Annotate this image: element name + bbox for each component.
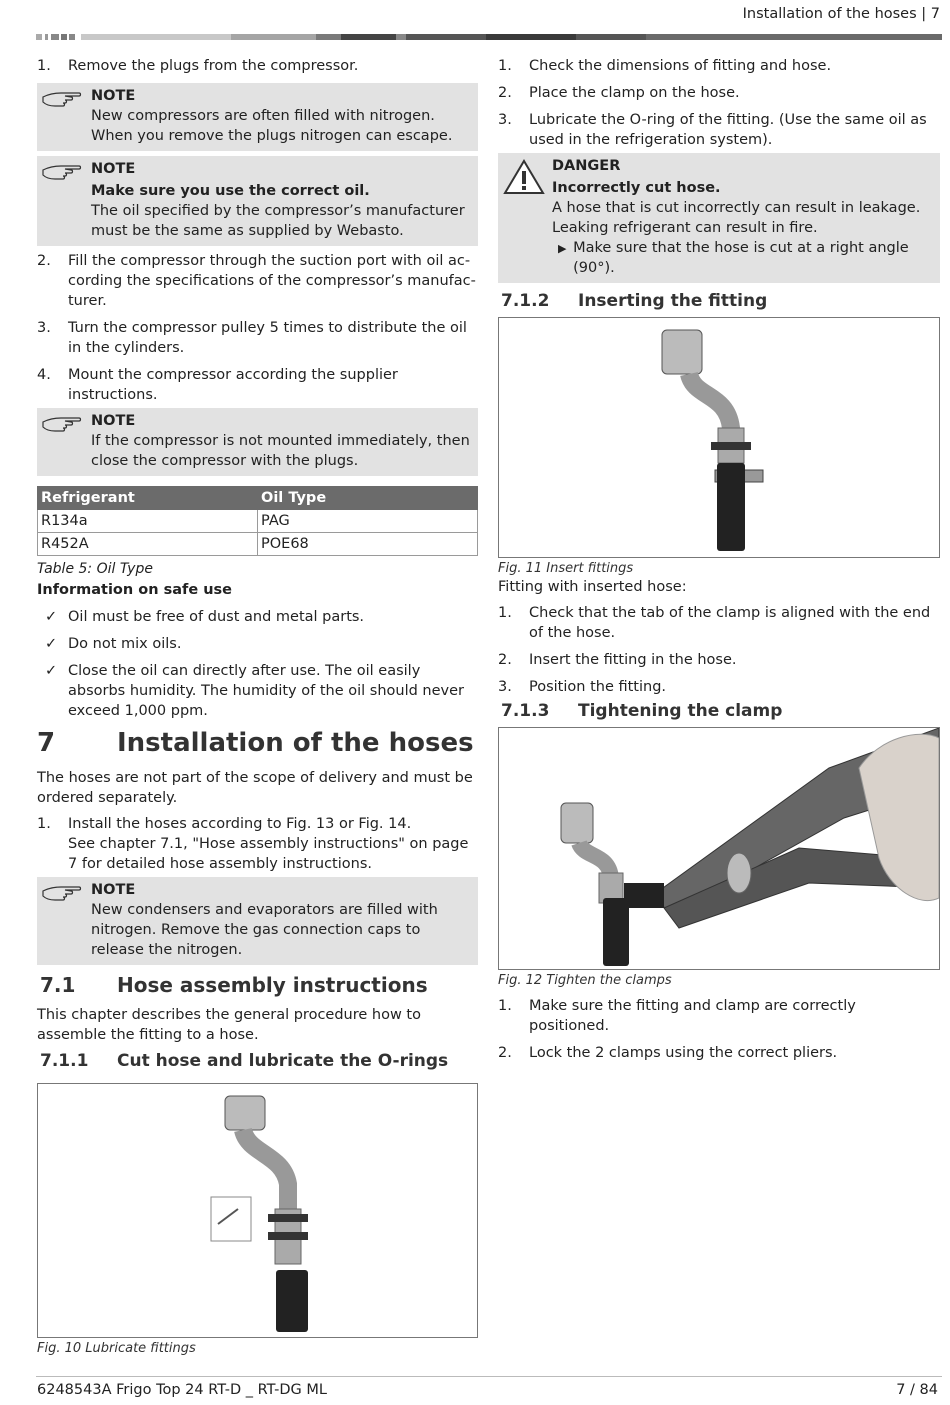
note-title: NOTE: [91, 413, 136, 429]
note-bold-text: Make sure you use the correct oil.: [91, 183, 370, 199]
pointing-hand-icon: [37, 86, 91, 146]
list-item: ✓ Close the oil can directly after use. The oil easily absorbs humidity. The humidity of the oil should never exceed 1,000 ppm.: [37, 661, 478, 721]
check-icon: ✓: [45, 663, 58, 679]
danger-box: [498, 153, 940, 283]
note-text: If the compressor is not mounted immediately, then close the compressor with the plugs.: [91, 433, 470, 469]
right-column: [498, 56, 940, 1070]
step-check-tab: 1. Check that the tab of the clamp is aligned with the end of the hose.: [498, 605, 931, 641]
section-heading-7-1: 7.1 Hose assembly instructions: [40, 973, 428, 997]
check-icon: ✓: [45, 609, 58, 625]
safe-use-title: Information on safe use: [37, 582, 232, 598]
table-cell: PAG: [258, 510, 478, 533]
danger-action: ▶ Make sure that the hose is cut at a right angle (90°).: [558, 240, 909, 276]
table-caption: Table 5: Oil Type: [37, 561, 153, 577]
pointing-hand-icon: [37, 411, 91, 471]
list-item: ✓ Do not mix oils.: [37, 634, 478, 654]
footer-document-id: 6248543A Frigo Top 24 RT-D _ RT-DG ML: [37, 1382, 327, 1398]
footer-page-number: 7 / 84: [896, 1382, 938, 1398]
fitting-photo: [38, 1084, 477, 1337]
section-heading-7-1-1: 7.1.1 Cut hose and lubricate the O-rings: [40, 1051, 449, 1071]
figure-caption: Fig. 10 Lubricate fittings: [37, 1341, 196, 1356]
cross-reference[interactable]: See chapter 7.1, "Hose assembly instructions" on page 7 for detailed hose assembly instructions.: [68, 836, 469, 872]
step-install-hoses: 1. Install the hoses according to Fig. 13 or Fig. 14. See chapter 7.1, "Hose assembly instructions" on page 7 for detailed hose assembly instructions.: [37, 816, 469, 872]
step-lock-clamps: 2. Lock the 2 clamps using the correct pliers.: [498, 1045, 838, 1061]
table-header-row: [38, 487, 478, 510]
pointing-hand-icon: [37, 880, 91, 960]
check-icon: ✓: [45, 636, 58, 652]
note-title: NOTE: [91, 882, 136, 898]
figure-caption: Fig. 11 Insert fittings: [498, 561, 634, 576]
table-header: Oil Type: [258, 487, 478, 510]
note-plugs: [37, 408, 478, 476]
left-column: [37, 56, 478, 1356]
figure-tighten-clamps: [498, 727, 940, 970]
step-insert-fitting: 2. Insert the fitting in the hose.: [498, 652, 737, 668]
step-mount-compressor: 4. Mount the compressor according the supplier instructions.: [37, 367, 398, 403]
step-fill-compressor: 2. Fill the compressor through the suction port with oil according the specifications of the compressor’s manufacturer.: [37, 253, 476, 309]
figure-lubricate-fittings: [37, 1083, 478, 1338]
header-stripe: [36, 34, 942, 40]
note-text: New compressors are often filled with nitrogen. When you remove the plugs nitrogen can escape.: [91, 108, 453, 144]
pliers-photo: [499, 728, 939, 969]
play-triangle-icon: ▶: [558, 242, 567, 255]
table-cell: R452A: [38, 533, 258, 556]
note-title: NOTE: [91, 88, 136, 104]
note-text: The oil specified by the compressor’s manufacturer must be the same as supplied by Webasto.: [91, 203, 465, 239]
section-heading-7-1-2: 7.1.2 Inserting the fitting: [501, 291, 768, 311]
section-intro: The hoses are not part of the scope of delivery and must be ordered separately.: [37, 770, 473, 806]
step-check-position: 1. Make sure the fitting and clamp are correctly positioned.: [498, 998, 856, 1034]
fitting-photo: [499, 318, 939, 557]
table-cell: POE68: [258, 533, 478, 556]
figure-insert-fittings: [498, 317, 940, 558]
section-intro: This chapter describes the general procedure how to assemble the fitting to a hose.: [37, 1007, 421, 1043]
note-text: New condensers and evaporators are filled with nitrogen. Remove the gas connection caps to release the nitrogen.: [91, 902, 438, 958]
list-item: ✓ Oil must be free of dust and metal parts.: [37, 607, 478, 627]
step-position-fitting: 3. Position the fitting.: [498, 679, 667, 695]
running-header: Installation of the hoses | 7: [742, 6, 940, 22]
step-lubricate-oring: 3. Lubricate the O-ring of the fitting. (Use the same oil as used in the refrigeration system).: [498, 112, 927, 148]
pointing-hand-icon: [37, 159, 91, 241]
step-place-clamp: 2. Place the clamp on the hose.: [498, 85, 740, 101]
step-check-dimensions: 1. Check the dimensions of fitting and hose.: [498, 58, 832, 74]
figure-caption: Fig. 12 Tighten the clamps: [498, 973, 672, 988]
table-row: [38, 510, 478, 533]
table-cell: R134a: [38, 510, 258, 533]
section-heading-7-1-3: 7.1.3 Tightening the clamp: [501, 701, 783, 721]
table-row: [38, 533, 478, 556]
danger-title: DANGER: [552, 158, 621, 174]
step-turn-pulley: 3. Turn the compressor pulley 5 times to distribute the oil in the cylinders.: [37, 320, 467, 356]
step-remove-plugs: 1. Remove the plugs from the compressor.: [37, 58, 359, 74]
oil-type-table: [37, 486, 478, 556]
note-condensers: [37, 877, 478, 965]
table-header: Refrigerant: [38, 487, 258, 510]
footer-divider: [36, 1376, 942, 1377]
note-nitrogen: [37, 83, 478, 151]
fitting-intro: Fitting with inserted hose:: [498, 579, 687, 595]
note-correct-oil: [37, 156, 478, 246]
section-heading-7: 7 Installation of the hoses: [37, 728, 474, 758]
danger-text: A hose that is cut incorrectly can result in leakage. Leaking refrigerant can result in fire.: [552, 200, 921, 236]
danger-bold-text: Incorrectly cut hose.: [552, 180, 721, 196]
note-title: NOTE: [91, 161, 136, 177]
warning-triangle-icon: [498, 156, 552, 278]
